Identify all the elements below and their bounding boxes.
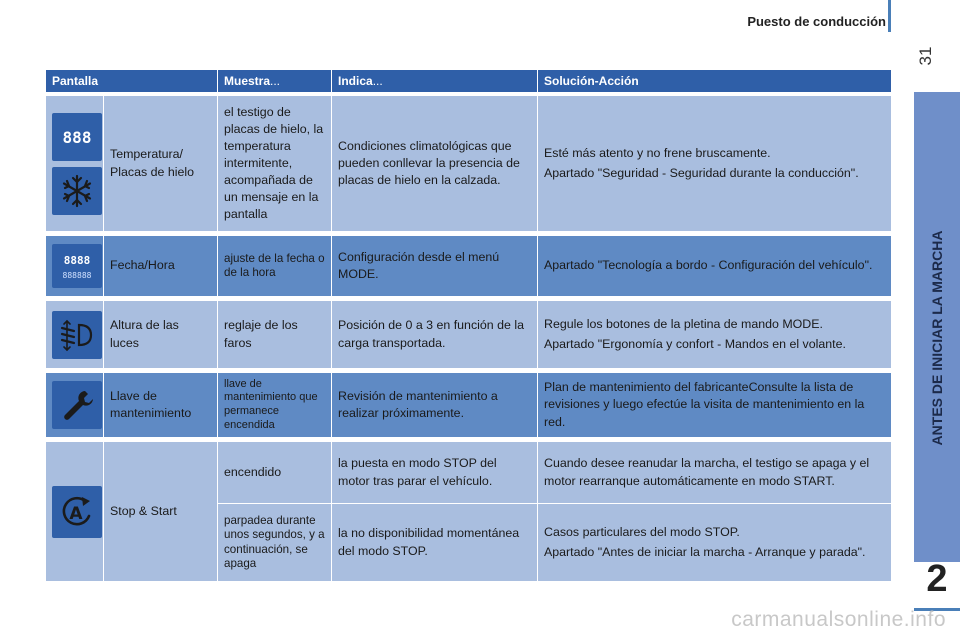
col-header-muestra: Muestra... xyxy=(218,70,332,92)
icon-cell xyxy=(46,373,104,438)
muestra-cell: parpadea durante unos segundos, y a continuación, se apaga xyxy=(218,504,332,582)
svg-text:8888: 8888 xyxy=(63,254,91,267)
muestra-cell: encendido xyxy=(218,442,332,504)
pantalla-cell: Stop & Start xyxy=(104,442,218,582)
table-row xyxy=(46,301,892,369)
display-888-icon xyxy=(52,113,102,161)
indica-cell: Revisión de mantenimiento a realizar próximamente. xyxy=(332,373,538,438)
indica-cell: la no disponibilidad momentánea del modo STOP. xyxy=(332,504,538,582)
muestra-cell: llave de mantenimiento que permanece encendida xyxy=(218,373,332,438)
icon-cell xyxy=(46,442,104,582)
icon-cell xyxy=(46,301,104,369)
snowflake-icon xyxy=(52,167,102,215)
solucion-cell: Regule los botones de la pletina de mando MODE. Apartado "Ergonomía y confort - Mandos en el volante. xyxy=(538,301,892,369)
table-row xyxy=(46,96,892,232)
indica-cell: Condiciones climatológicas que pueden conllevar la presencia de placas de hielo en la calzada. xyxy=(332,96,538,232)
muestra-cell: el testigo de placas de hielo, la temperatura intermitente, acompañada de un mensaje en la pantalla xyxy=(218,96,332,232)
headlamp-level-icon xyxy=(52,311,102,359)
table-header-row xyxy=(46,70,892,92)
svg-text:A: A xyxy=(69,503,83,524)
muestra-cell: reglaje de los faros xyxy=(218,301,332,369)
header-rule xyxy=(888,0,891,32)
page-number: 31 xyxy=(916,46,935,66)
indica-cell: la puesta en modo STOP del motor tras parar el vehículo. xyxy=(332,442,538,504)
col-header-indica: Indica... xyxy=(332,70,538,92)
pantalla-cell: Altura de las luces xyxy=(104,301,218,369)
table-row xyxy=(46,373,892,438)
wrench-icon xyxy=(52,381,102,429)
solucion-cell: Plan de mantenimiento del fabricanteConsulte la lista de revisiones y luego efectúe la visita de mantenimiento en la red. xyxy=(538,373,892,438)
solucion-cell: Cuando desee reanudar la marcha, el testigo se apaga y el motor rearranque automáticamente en modo START. xyxy=(538,442,892,504)
chapter-number: 2 xyxy=(926,558,948,600)
solucion-cell: Casos particulares del modo STOP. Apartado "Antes de iniciar la marcha - Arranque y parada". xyxy=(538,504,892,582)
pantalla-cell: Fecha/Hora xyxy=(104,236,218,297)
clock-display-icon xyxy=(52,244,102,288)
table-row xyxy=(46,442,892,504)
icon-cell xyxy=(46,236,104,297)
col-header-solucion: Solución-Acción xyxy=(538,70,892,92)
table-row xyxy=(46,236,892,297)
pantalla-cell: Temperatura/ Placas de hielo xyxy=(104,96,218,232)
indicator-table xyxy=(46,70,892,582)
svg-text:888: 888 xyxy=(62,127,92,147)
watermark: carmanualsonline.info xyxy=(731,608,946,631)
solucion-cell: Apartado "Tecnología a bordo - Configuración del vehículo". xyxy=(538,236,892,297)
stop-start-icon xyxy=(52,486,102,538)
col-header-pantalla: Pantalla xyxy=(46,70,218,92)
chapter-side-tab-label: ANTES DE INICIAR LA MARCHA xyxy=(929,230,945,446)
pantalla-cell: Llave de mantenimiento xyxy=(104,373,218,438)
indica-cell: Configuración desde el menú MODE. xyxy=(332,236,538,297)
icon-cell xyxy=(46,96,104,232)
svg-text:888888: 888888 xyxy=(62,271,92,280)
page-header-title: Puesto de conducción xyxy=(747,14,886,29)
indica-cell: Posición de 0 a 3 en función de la carga transportada. xyxy=(332,301,538,369)
solucion-cell: Esté más atento y no frene bruscamente. Apartado "Seguridad - Seguridad durante la conducción". xyxy=(538,96,892,232)
muestra-cell: ajuste de la fecha o de la hora xyxy=(218,236,332,297)
